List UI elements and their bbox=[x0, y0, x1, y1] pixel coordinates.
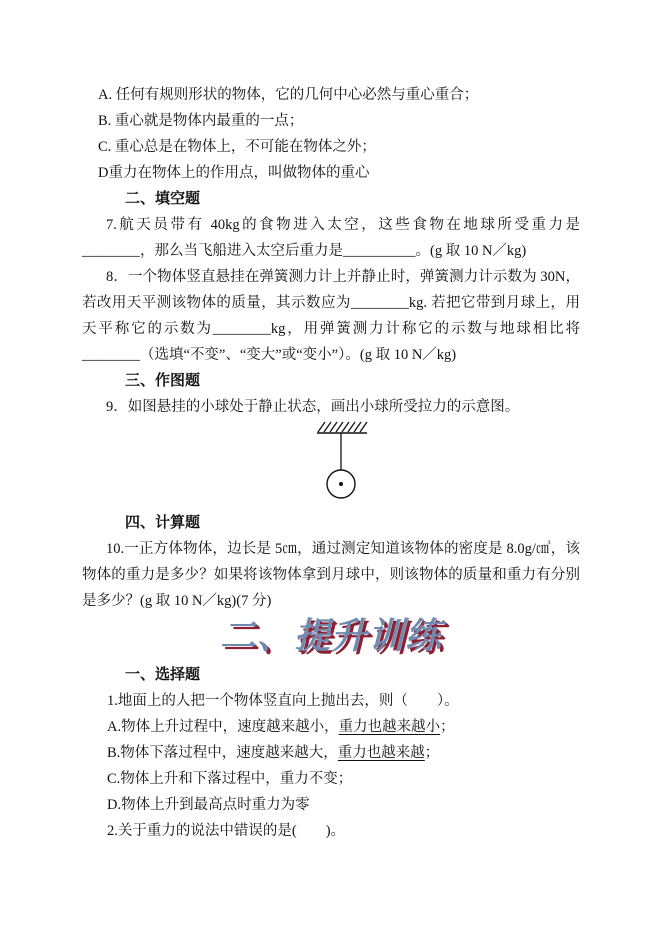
top-option-b: B. 重心就是物体内最重的一点； bbox=[98, 113, 304, 129]
ceiling-hatching bbox=[318, 422, 367, 432]
question-7: 7.航天员带有 40kg的食物进入太空，这些食物在地球所受重力是________，那么当飞船进入太空后重力是__________。(g 取 10 N／kg) bbox=[82, 217, 580, 259]
top-option-a: A. 任何有规则形状的物体，它的几何中心必然与重心重合； bbox=[98, 87, 479, 103]
ball-center-dot bbox=[339, 482, 343, 486]
question-8: 8．一个物体竖直悬挂在弹簧测力计上并静止时，弹簧测力计示数为 30N，若改用天平测该物体的质量，其示数应为________kg. 若把它带到月球上，用天平称它的示数为________kg，用弹簧测力计称它的示数与地球相比将________（选填“不变”、“变大”或“变小”）。(g 取 10 N／kg) bbox=[82, 269, 580, 363]
question-1-option-d: D.物体上升到最高点时重力为零 bbox=[107, 797, 310, 813]
question-9-figure bbox=[82, 420, 580, 510]
choice-section-heading: 一、选择题 bbox=[125, 667, 201, 683]
top-option-c: C. 重心总是在物体上，不可能在物体之外； bbox=[98, 139, 376, 155]
fill-in-section-heading: 二、填空题 bbox=[125, 191, 201, 207]
question-1-option-a bbox=[107, 714, 580, 740]
option-b-prefix: B.物体下落过程中，速度越来越大， bbox=[107, 745, 338, 761]
hanging-ball-figure-svg bbox=[310, 420, 374, 508]
question-10: 10.一正方体物体，边长是 5㎝，通过测定知道该物体的密度是 8.0g/㎤，该物体的重力是多少？如果将该物体拿到月球中，则该物体的质量和重力有分别是多少？(g 取 10 N／kg)(7 分) bbox=[82, 541, 580, 609]
option-a-prefix: A.物体上升过程中，速度越来越小， bbox=[107, 719, 339, 735]
question-1-option-c: C.物体上升和下落过程中，重力不变； bbox=[107, 771, 353, 787]
option-b-suffix: ； bbox=[424, 745, 440, 761]
wordart-title: 二、提升训练 bbox=[219, 616, 442, 656]
option-a-underlined: 重力也越来越小 bbox=[338, 719, 441, 735]
drawing-section-heading: 三、作图题 bbox=[125, 373, 201, 389]
question-1: 1.地面上的人把一个物体竖直向上抛出去，则（ ）。 bbox=[107, 693, 459, 709]
question-9: 9．如图悬挂的小球处于静止状态，画出小球所受拉力的示意图。 bbox=[106, 399, 520, 415]
top-option-d: D重力在物体上的作用点，叫做物体的重心 bbox=[98, 165, 370, 181]
calc-section-heading: 四、计算题 bbox=[125, 515, 201, 531]
question-1-option-b bbox=[107, 740, 580, 766]
option-a-suffix: ； bbox=[440, 719, 455, 735]
wordart-banner bbox=[82, 614, 580, 662]
question-2: 2.关于重力的说法中错误的是( )。 bbox=[107, 823, 346, 839]
worksheet-content bbox=[82, 82, 580, 844]
option-b-underlined: 重力也越来越 bbox=[337, 745, 425, 761]
